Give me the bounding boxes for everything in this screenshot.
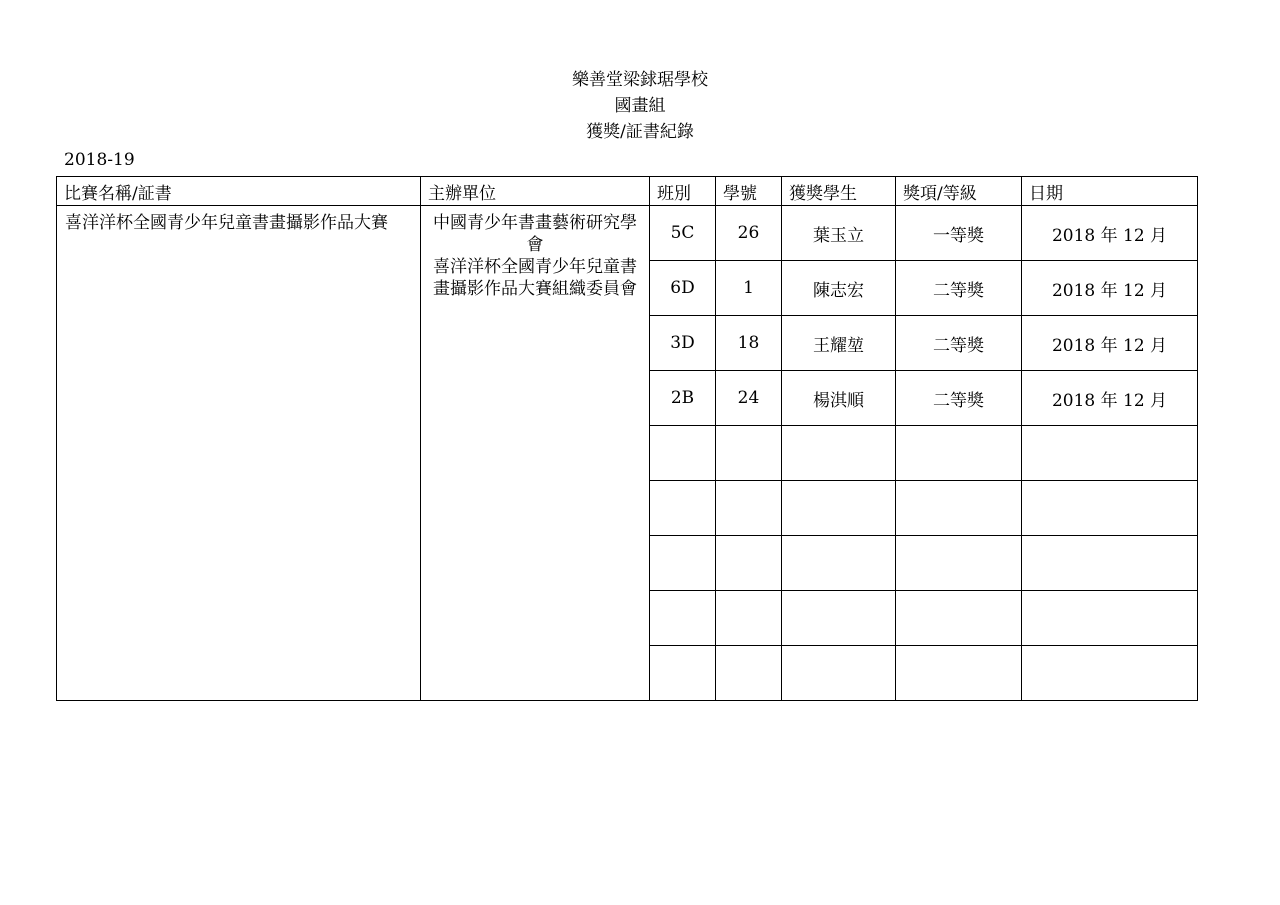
organizer-cell [421, 206, 650, 701]
class-cell [650, 426, 716, 481]
competition-name: 喜洋洋杯全國青少年兒童書畫攝影作品大賽 [57, 206, 421, 701]
date-cell [1022, 481, 1198, 536]
student-name-cell [782, 481, 896, 536]
awards-table [56, 176, 1198, 701]
column-header-competition: 比賽名稱/証書 [57, 177, 421, 206]
column-header-student-number: 學號 [716, 177, 782, 206]
record-title: 獲獎/証書紀錄 [586, 122, 694, 142]
date-cell: 2018 年 12 月 [1022, 371, 1198, 426]
date-cell: 2018 年 12 月 [1022, 316, 1198, 371]
award-cell [896, 646, 1022, 701]
school-year: 2018-19 [64, 150, 135, 170]
date-cell: 2018 年 12 月 [1022, 261, 1198, 316]
class-cell [650, 481, 716, 536]
date-cell [1022, 591, 1198, 646]
table-header-row [57, 177, 1198, 206]
group-name: 國畫組 [614, 96, 666, 116]
student-number-cell [716, 481, 782, 536]
award-cell: 一等獎 [896, 206, 1022, 261]
organizer-name: 喜洋洋杯全國青少年兒童書畫攝影作品大賽組織委員會 [433, 257, 637, 299]
column-header-date: 日期 [1022, 177, 1198, 206]
student-name-cell [782, 646, 896, 701]
column-header-class: 班別 [650, 177, 716, 206]
student-number-cell: 26 [716, 206, 782, 261]
award-cell [896, 536, 1022, 591]
class-cell: 2B [650, 371, 716, 426]
column-header-organizer: 主辦單位 [421, 177, 650, 206]
class-cell: 3D [650, 316, 716, 371]
student-name-cell: 陳志宏 [782, 261, 896, 316]
student-name-cell [782, 591, 896, 646]
column-header-student: 獲獎學生 [782, 177, 896, 206]
date-cell [1022, 426, 1198, 481]
date-cell [1022, 646, 1198, 701]
class-cell [650, 536, 716, 591]
student-name-cell [782, 536, 896, 591]
award-cell [896, 591, 1022, 646]
class-cell: 6D [650, 261, 716, 316]
class-cell [650, 591, 716, 646]
award-cell: 二等獎 [896, 261, 1022, 316]
student-number-cell [716, 646, 782, 701]
student-name-cell: 葉玉立 [782, 206, 896, 261]
school-name: 樂善堂梁銶琚學校 [572, 70, 708, 90]
organizer-name: 中國青少年書畫藝術研究學會 [433, 213, 637, 255]
student-number-cell: 24 [716, 371, 782, 426]
table-row [57, 206, 1198, 261]
student-name-cell: 王耀堃 [782, 316, 896, 371]
class-cell: 5C [650, 206, 716, 261]
student-number-cell [716, 426, 782, 481]
student-name-cell [782, 426, 896, 481]
column-header-award: 獎項/等級 [896, 177, 1022, 206]
document-header [0, 67, 1280, 145]
date-cell [1022, 536, 1198, 591]
student-number-cell: 1 [716, 261, 782, 316]
student-name-cell: 楊淇順 [782, 371, 896, 426]
student-number-cell [716, 536, 782, 591]
award-cell: 二等獎 [896, 316, 1022, 371]
date-cell: 2018 年 12 月 [1022, 206, 1198, 261]
award-cell [896, 426, 1022, 481]
student-number-cell [716, 591, 782, 646]
award-cell [896, 481, 1022, 536]
class-cell [650, 646, 716, 701]
award-cell: 二等獎 [896, 371, 1022, 426]
student-number-cell: 18 [716, 316, 782, 371]
